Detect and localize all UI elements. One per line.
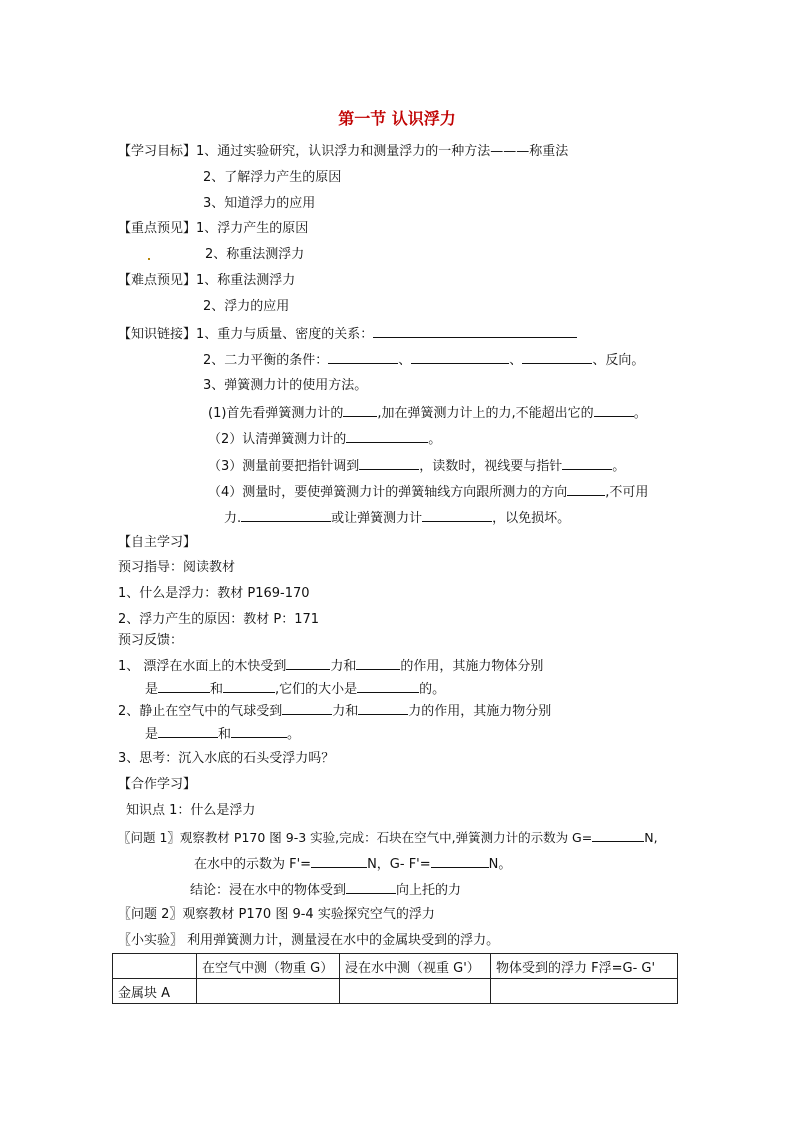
fill-blank[interactable] <box>346 880 396 894</box>
links-text: （3）测量前要把指针调到 <box>208 459 360 474</box>
stray-dot <box>148 258 150 260</box>
fill-blank[interactable] <box>223 679 275 693</box>
page-title: 第一节 认识浮力 <box>338 109 456 128</box>
links-text: ,加在弹簧测力计上的力,不能超出它的 <box>377 406 594 421</box>
feedback-text: 是 <box>145 682 159 697</box>
links-text: 。 <box>612 459 626 474</box>
feedback-text: 。 <box>287 727 301 742</box>
fill-blank[interactable] <box>562 456 612 470</box>
feedback-2 <box>118 701 551 721</box>
coop-text: 向上托的力 <box>396 883 462 898</box>
coop-text: N, <box>644 830 658 845</box>
links-sub-4b <box>224 508 570 528</box>
feedback-3: 3、思考：沉入水底的石头受浮力吗？ <box>118 751 335 766</box>
feedback-text: 和 <box>218 727 232 742</box>
goal-item: 3、知道浮力的应用 <box>203 196 316 211</box>
fill-blank[interactable] <box>346 429 428 443</box>
table-cell[interactable] <box>340 979 491 1004</box>
fill-blank[interactable] <box>231 724 287 738</box>
feedback-text: 力的作用，其施力物分别 <box>408 704 552 719</box>
fill-blank[interactable] <box>343 403 377 417</box>
feedback-2b <box>145 724 300 744</box>
links-text: 。 <box>633 406 647 421</box>
fill-blank[interactable] <box>282 701 332 715</box>
feedback-text: 1、 漂浮在水面上的木快受到 <box>118 659 287 674</box>
fill-blank[interactable] <box>359 456 419 470</box>
table-header-row <box>113 954 678 979</box>
links-text: ，以免损坏。 <box>492 511 571 526</box>
fill-blank[interactable] <box>594 403 634 417</box>
coop-conclusion <box>190 880 461 900</box>
fill-blank[interactable] <box>328 350 398 364</box>
links-label: 【知识链接】 <box>118 327 197 342</box>
links-text: 2、二力平衡的条件： <box>203 353 329 368</box>
coop-text: 〖问题 1〗观察教材 P170 图 9-3 实验,完成：石块在空气中,弹簧测力计的示数为 G= <box>118 830 593 845</box>
coop-text: N，G- F'= <box>367 857 431 872</box>
links-text: （4）测量时，要使弹簧测力计的弹簧轴线方向跟所测力的方向 <box>208 485 568 500</box>
self-study-q1: 1、什么是浮力：教材 P169-170 <box>118 586 310 601</box>
goal-item: 1、通过实验研究，认识浮力和测量浮力的一种方法———称重法 <box>196 144 569 159</box>
coop-point-1: 知识点 1：什么是浮力 <box>126 803 256 818</box>
links-text: ,不可用 <box>605 485 649 500</box>
hard-preview-line-1 <box>118 272 295 290</box>
links-line-3: 3、弹簧测力计的使用方法。 <box>203 378 368 393</box>
feedback-1b <box>145 679 445 699</box>
links-text: 、 <box>509 353 523 368</box>
fill-blank[interactable] <box>356 656 400 670</box>
fill-blank[interactable] <box>158 724 218 738</box>
feedback-text: 2、静止在空气中的气球受到 <box>118 704 283 719</box>
goals-label: 【学习目标】 <box>118 144 197 159</box>
coop-text: 在水中的示数为 F'= <box>194 857 312 872</box>
fill-blank[interactable] <box>522 350 592 364</box>
coop-text: 结论：浸在水中的物体受到 <box>190 883 347 898</box>
links-text: 。 <box>428 432 442 447</box>
fill-blank[interactable] <box>592 828 644 842</box>
feedback-text: ,它们的大小是 <box>275 682 358 697</box>
fill-blank[interactable] <box>422 508 492 522</box>
table-header-cell <box>113 954 197 979</box>
fill-blank[interactable] <box>311 854 367 868</box>
links-text: (1)首先看弹簧测力计的 <box>208 406 344 421</box>
links-sub-4 <box>208 482 648 502</box>
feedback-text: 力和 <box>332 704 359 719</box>
fill-blank[interactable] <box>373 324 577 338</box>
key-preview-item: 1、浮力产生的原因 <box>196 221 309 236</box>
table-header-cell: 物体受到的浮力 F浮=G- G' <box>491 954 678 979</box>
links-text: （2）认清弹簧测力计的 <box>208 432 347 447</box>
goal-item: 2、了解浮力产生的原因 <box>203 170 342 185</box>
feedback-text: 的。 <box>419 682 446 697</box>
table-row <box>113 979 678 1004</box>
coop-question-1b <box>194 854 511 874</box>
links-text: 、反向。 <box>592 353 645 368</box>
links-text: 或让弹簧测力计 <box>331 511 423 526</box>
links-text: ，读数时，视线要与指针 <box>419 459 563 474</box>
links-sub-1 <box>208 403 647 423</box>
key-preview-line-1 <box>118 220 308 238</box>
coop-text: N。 <box>488 857 512 872</box>
feedback-text: 和 <box>210 682 224 697</box>
table-cell[interactable] <box>491 979 678 1004</box>
experiment-table <box>112 953 678 1004</box>
table-header-cell: 在空气中测（物重 G） <box>197 954 340 979</box>
table-header-cell: 浸在水中测（视重 G'） <box>340 954 491 979</box>
fill-blank[interactable] <box>158 679 210 693</box>
feedback-text: 力和 <box>330 659 357 674</box>
key-preview-label: 【重点预见】 <box>118 221 197 236</box>
links-text: 力. <box>224 511 242 526</box>
links-sub-2 <box>208 429 441 449</box>
hard-preview-label: 【难点预见】 <box>118 273 197 288</box>
table-cell: 金属块 A <box>113 979 197 1004</box>
fill-blank[interactable] <box>567 482 605 496</box>
coop-experiment: 〖小实验〗 利用弹簧测力计，测量浸在水中的金属块受到的浮力。 <box>118 933 500 948</box>
fill-blank[interactable] <box>358 701 408 715</box>
hard-preview-item: 2、浮力的应用 <box>203 299 290 314</box>
table-cell[interactable] <box>197 979 340 1004</box>
links-line-1 <box>118 324 577 344</box>
coop-question-2: 〖问题 2〗观察教材 P170 图 9-4 实验探究空气的浮力 <box>118 907 435 922</box>
hard-preview-item: 1、称重法测浮力 <box>196 273 296 288</box>
self-study-guide: 预习指导：阅读教材 <box>118 560 236 575</box>
links-line-2 <box>203 350 644 370</box>
feedback-text: 的作用，其施力物体分别 <box>400 659 544 674</box>
fill-blank[interactable] <box>241 508 331 522</box>
feedback-1 <box>118 656 543 676</box>
self-study-q2: 2、浮力产生的原因：教材 P：171 <box>118 612 320 627</box>
coop-label: 【合作学习】 <box>118 777 197 792</box>
links-sub-3 <box>208 456 625 476</box>
self-study-label: 【自主学习】 <box>118 535 197 550</box>
key-preview-item: 2、称重法测浮力 <box>205 247 305 262</box>
fill-blank[interactable] <box>431 854 489 868</box>
self-study-feedback: 预习反馈： <box>118 633 184 648</box>
fill-blank[interactable] <box>286 656 330 670</box>
feedback-text: 是 <box>145 727 159 742</box>
links-text: 1、重力与质量、密度的关系： <box>196 327 374 342</box>
fill-blank[interactable] <box>411 350 509 364</box>
links-text: 、 <box>398 353 412 368</box>
goals-line-1 <box>118 143 568 161</box>
coop-question-1 <box>118 828 658 847</box>
fill-blank[interactable] <box>357 679 419 693</box>
